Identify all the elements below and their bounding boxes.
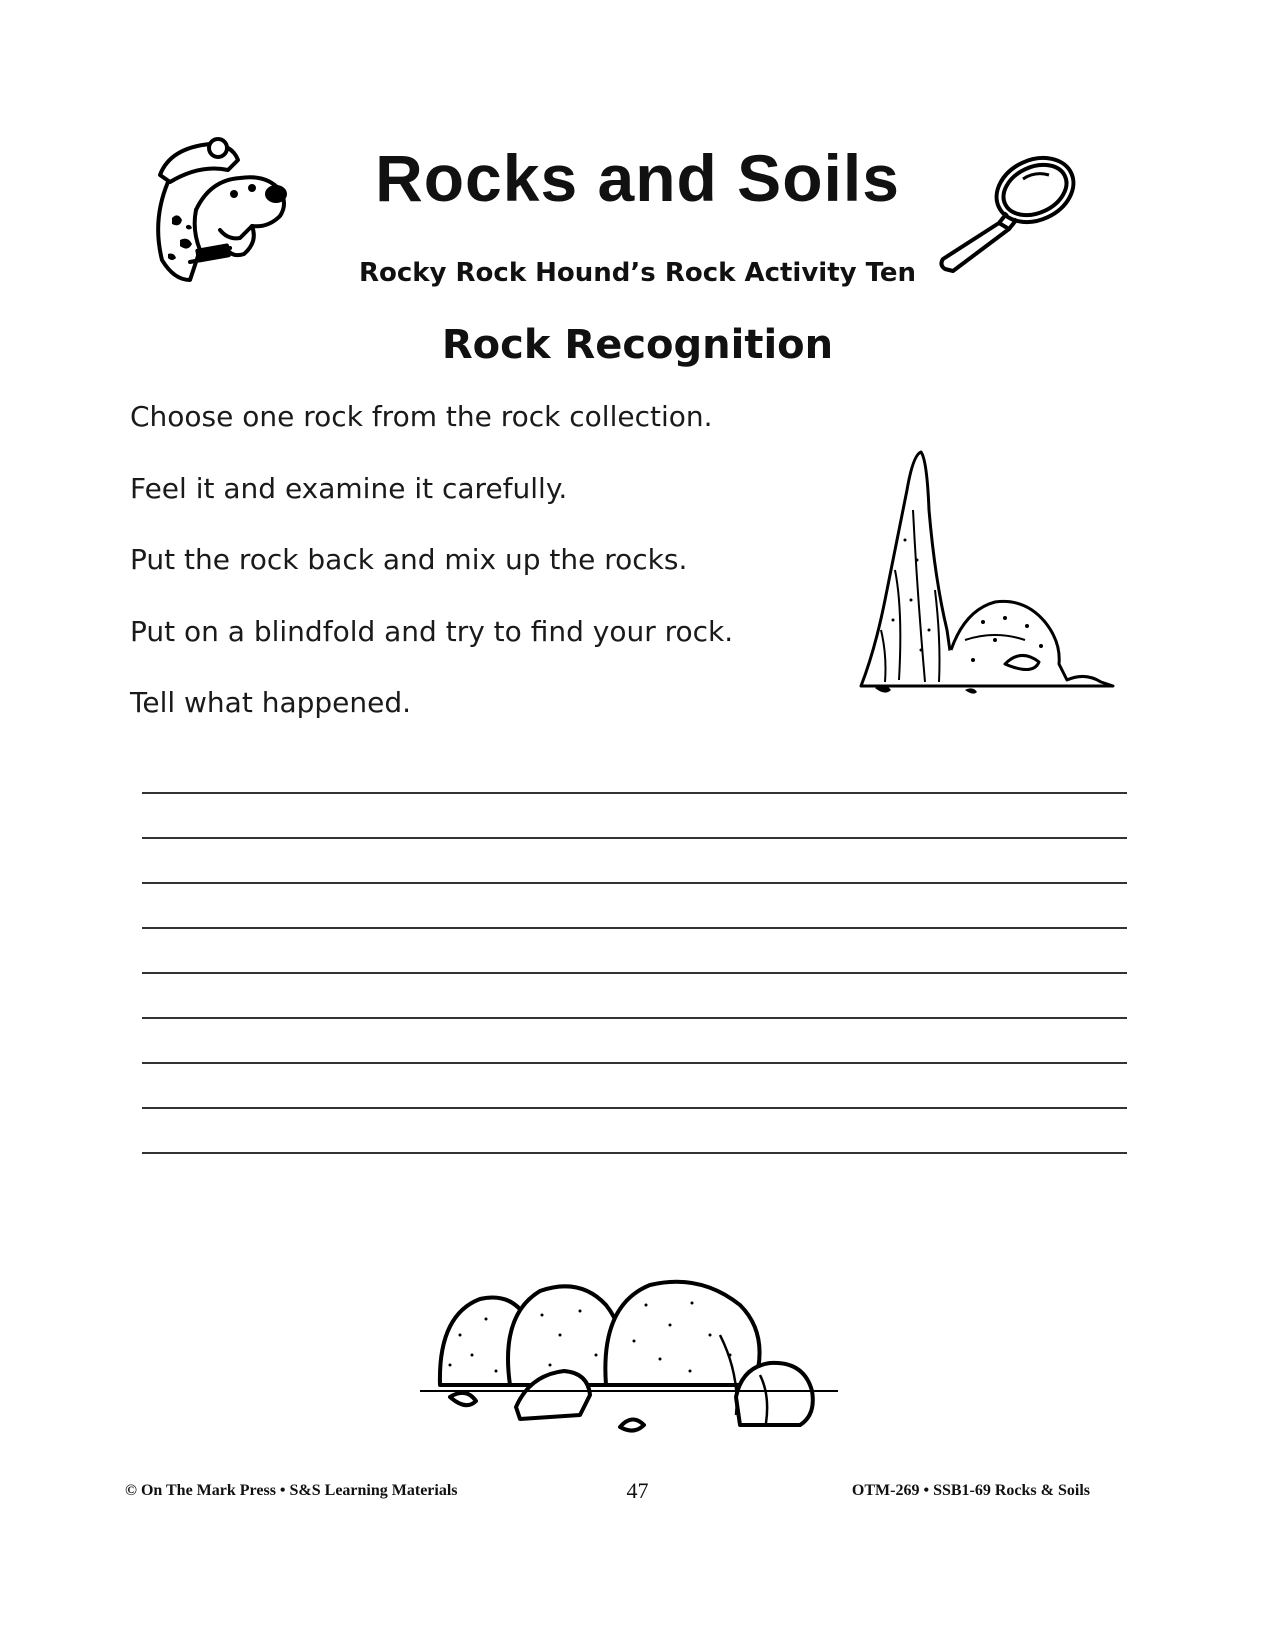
footer-product-code: OTM-269 • SSB1-69 Rocks & Soils xyxy=(851,1482,1090,1499)
instruction-3: Put the rock back and mix up the rocks. xyxy=(130,543,688,576)
page-title: Rocks and Soils xyxy=(375,141,900,215)
activity-heading: Rock Recognition xyxy=(441,322,834,368)
rock-spire-icon xyxy=(855,450,1115,705)
writing-line-1[interactable] xyxy=(142,792,1127,794)
page-subtitle: Rocky Rock Hound’s Rock Activity Ten xyxy=(358,258,917,288)
writing-line-8[interactable] xyxy=(142,1107,1127,1109)
writing-line-3[interactable] xyxy=(142,882,1127,884)
writing-line-5[interactable] xyxy=(142,972,1127,974)
page-number: 47 xyxy=(626,1478,649,1503)
writing-line-6[interactable] xyxy=(142,1017,1127,1019)
writing-line-7[interactable] xyxy=(142,1062,1127,1064)
writing-line-9[interactable] xyxy=(142,1152,1127,1154)
boulders-icon xyxy=(420,1275,840,1460)
instruction-1: Choose one rock from the rock collection. xyxy=(130,400,713,433)
instruction-2: Feel it and examine it carefully. xyxy=(130,472,568,505)
footer-publisher: © On The Mark Press • S&S Learning Materials xyxy=(125,1482,458,1499)
instruction-5: Tell what happened. xyxy=(130,686,412,719)
writing-line-2[interactable] xyxy=(142,837,1127,839)
writing-line-4[interactable] xyxy=(142,927,1127,929)
instruction-4: Put on a blindfold and try to find your rock. xyxy=(130,615,734,648)
